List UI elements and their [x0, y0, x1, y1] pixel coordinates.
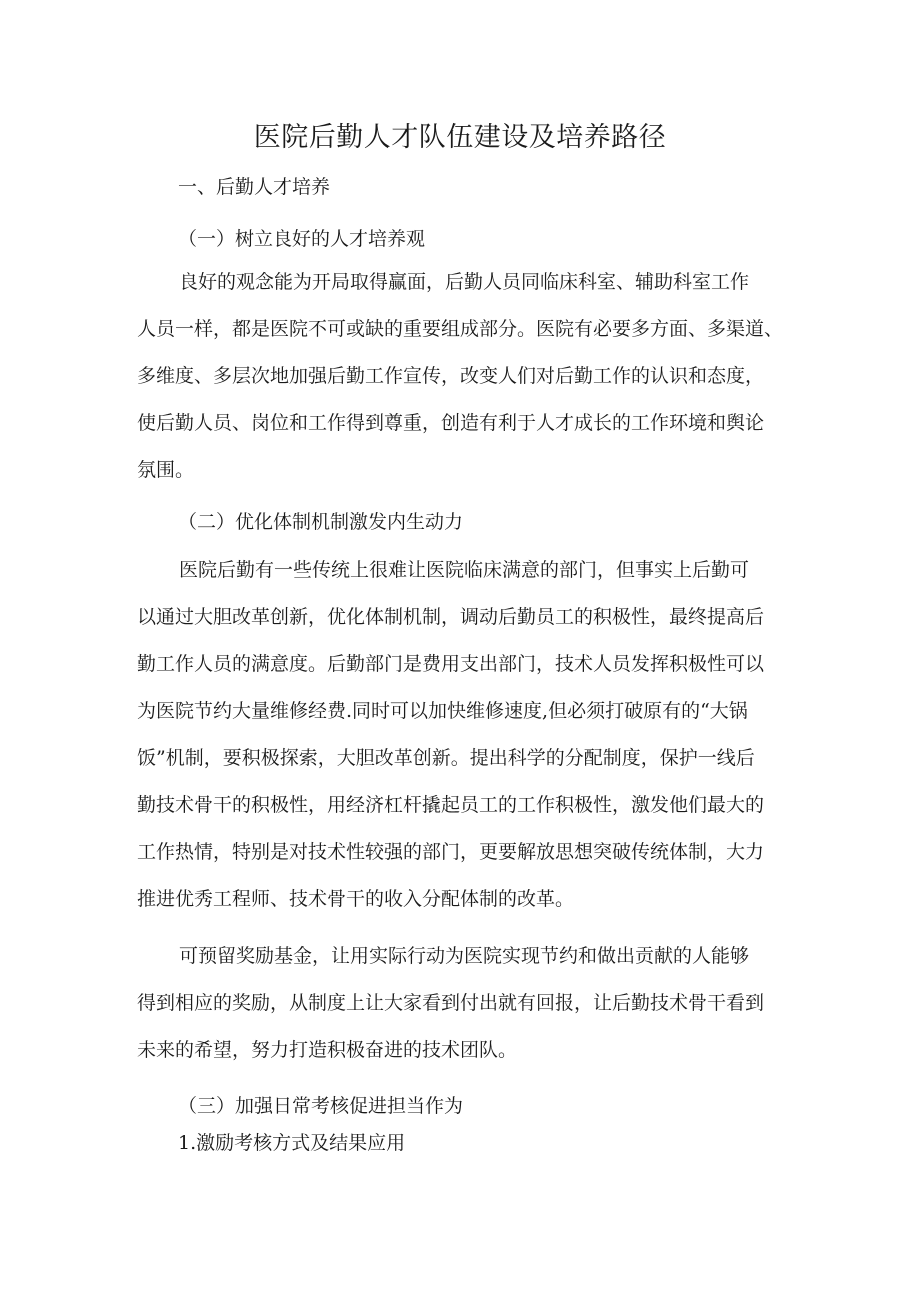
subsection-heading-3: （三）加强日常考核促进担当作为: [178, 1095, 464, 1117]
paragraph-line: 人员一样，都是医院不可或缺的重要组成部分。医院有必要多方面、多渠道、: [137, 318, 784, 340]
paragraph-line: 医院后勤有一些传统上很难让医院临床满意的部门，但事实上后勤可: [179, 559, 750, 581]
document-title: 医院后勤人才队伍建设及培养路径: [253, 122, 667, 153]
paragraph-line: 推进优秀工程师、技术骨干的收入分配体制的改革。: [137, 888, 575, 910]
section-heading-1: 一、后勤人才培养: [178, 176, 331, 198]
paragraph-line: 为医院节约大量维修经费.同时可以加快维修速度,但必须打破原有的“大锅: [137, 700, 748, 722]
paragraph-line: 氛围。: [137, 459, 195, 481]
list-item-heading-1: 1.激励考核方式及结果应用: [178, 1132, 406, 1154]
paragraph-line: 未来的希望，努力打造积极奋进的技术团队。: [137, 1039, 518, 1061]
paragraph-line: 以通过大胆改革创新，优化体制机制，调动后勤员工的积极性，最终提高后: [137, 606, 765, 628]
paragraph-line: 使后勤人员、岗位和工作得到尊重，创造有利于人才成长的工作环境和舆论: [137, 412, 765, 434]
paragraph-line: 工作热情，特别是对技术性较强的部门，更要解放思想突破传统体制，大力: [137, 841, 765, 863]
subsection-heading-1: （一）树立良好的人才培养观: [178, 228, 426, 250]
paragraph-line: 勤工作人员的满意度。后勤部门是费用支出部门，技术人员发挥积极性可以: [137, 653, 765, 675]
paragraph-line: 多维度、多层次地加强后勤工作宣传，改变人们对后勤工作的认识和态度，: [137, 365, 765, 387]
subsection-heading-2: （二）优化体制机制激发内生动力: [178, 511, 464, 533]
paragraph-line: 勤技术骨干的积极性，用经济杠杆撬起员工的工作积极性，激发他们最大的: [137, 794, 765, 816]
paragraph-mechanism-reform: [137, 547, 797, 923]
paragraph-reward-fund: [137, 933, 797, 1074]
paragraph-line: 饭”机制，要积极探索，大胆改革创新。提出科学的分配制度，保护一线后: [137, 747, 755, 769]
paragraph-talent-concept: [137, 259, 797, 494]
paragraph-line: 可预留奖励基金，让用实际行动为医院实现节约和做出贡献的人能够: [179, 945, 750, 967]
paragraph-line: 良好的观念能为开局取得赢面，后勤人员同临床科室、辅助科室工作: [179, 271, 750, 293]
paragraph-line: 得到相应的奖励，从制度上让大家看到付出就有回报，让后勤技术骨干看到: [137, 992, 765, 1014]
